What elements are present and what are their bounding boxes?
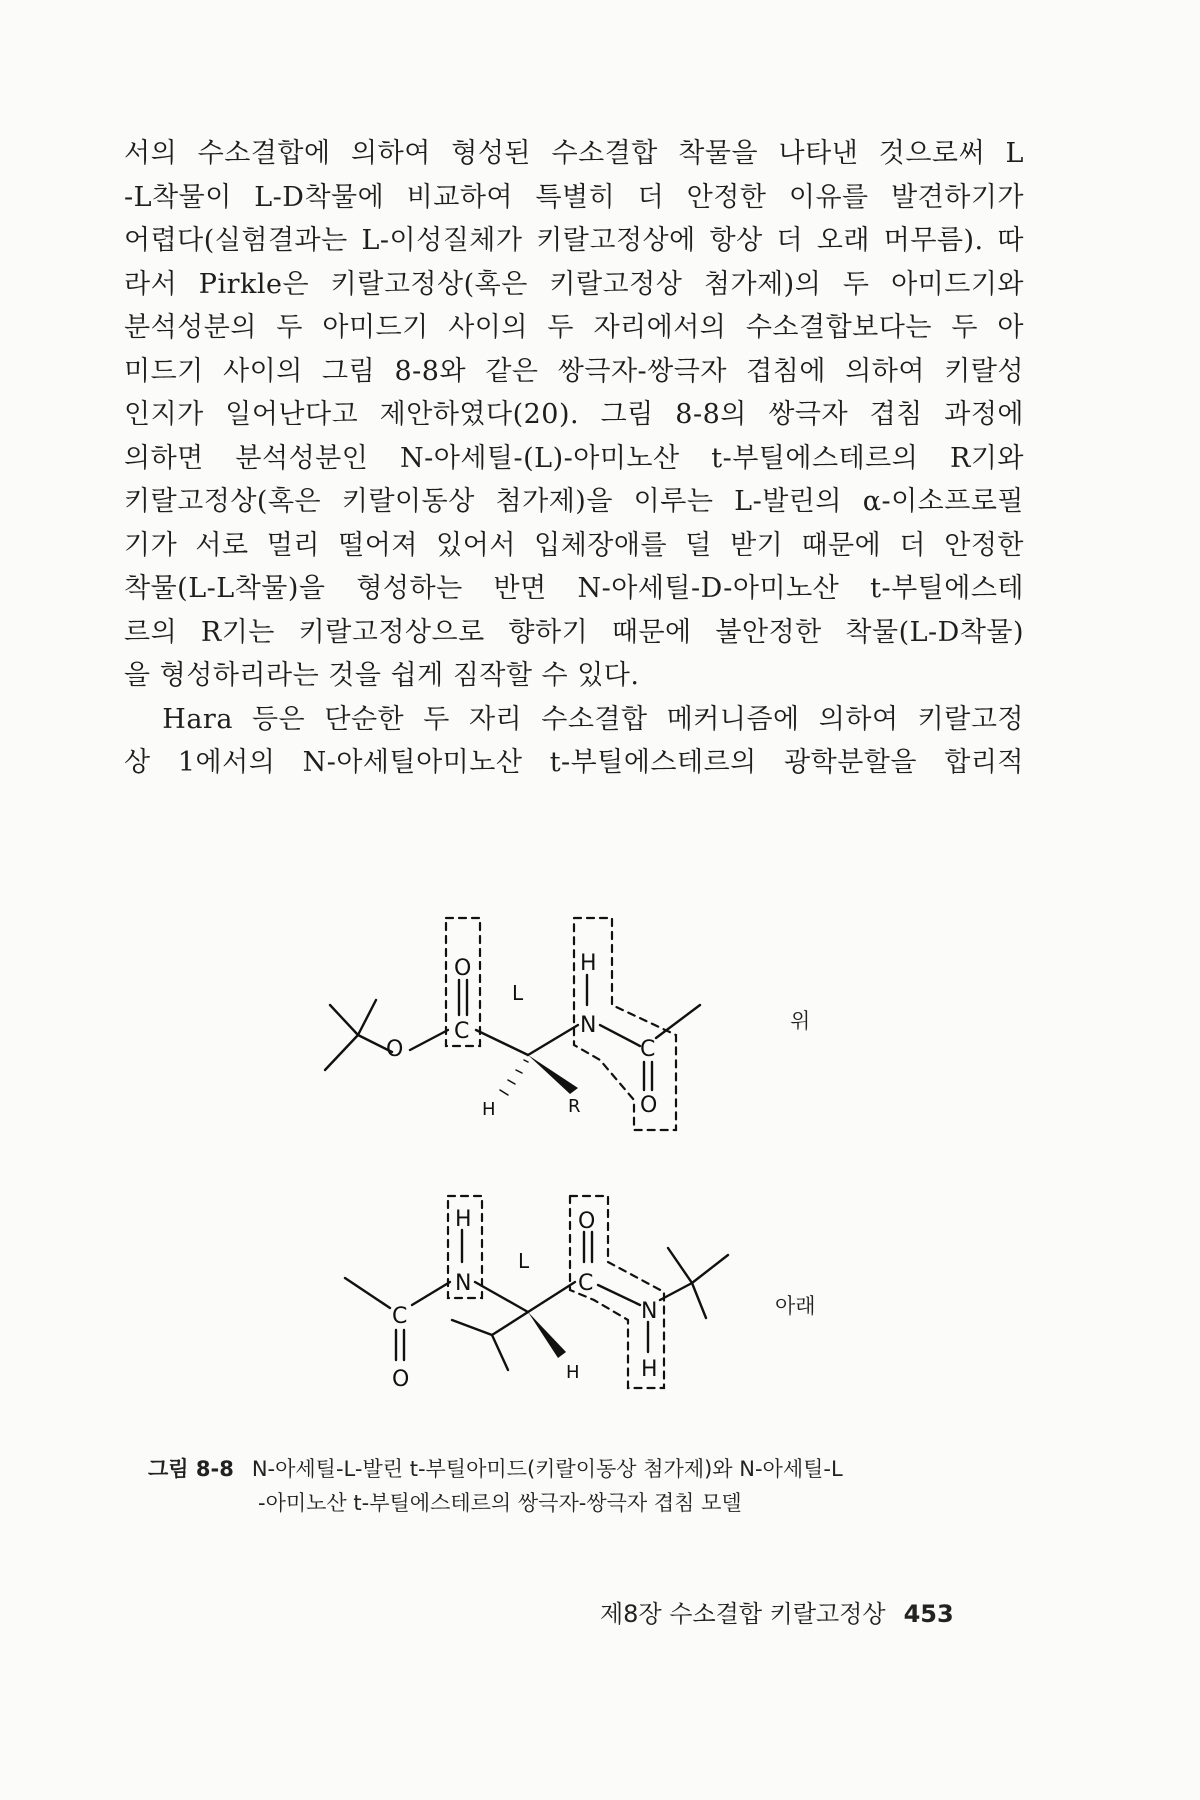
atom-r-top: R	[568, 1096, 581, 1117]
text-line: 미드기 사이의 그림 8-8와 같은 쌍극자-쌍극자 겹침에 의하여 키랄성	[124, 355, 1024, 387]
text-line: 서의 수소결합에 의하여 형성된 수소결합 착물을 나타낸 것으로써 L	[124, 138, 1024, 169]
body-text	[124, 132, 1024, 785]
text-line: 인지가 일어난다고 제안하였다(20). 그림 8-8의 쌍극자 겹침 과정에	[124, 399, 1024, 430]
atom-n-top: N	[580, 1013, 597, 1038]
atom-h-top-nh: H	[580, 951, 597, 976]
text-line: 어렵다(실험결과는 L-이성질체가 키랄고정상에 항상 더 오래 머무름). 따	[124, 225, 1024, 256]
atom-h-top-alpha: H	[482, 1099, 496, 1120]
page-footer	[600, 1594, 1020, 1629]
atom-h-bottom-alpha: H	[566, 1362, 580, 1383]
text-line: 분석성분의 두 아미드기 사이의 두 자리에서의 수소결합보다는 두 아	[124, 312, 1024, 343]
atom-o-top-ester: O	[386, 1037, 404, 1062]
chapter-title: 제8장 수소결합 키랄고정상	[600, 1600, 886, 1628]
figure-caption	[148, 1452, 1048, 1520]
text-line: 기가 서로 멀리 떨어져 있어서 입체장애를 덜 받기 때문에 더 안정한	[124, 529, 1024, 561]
atom-o-top-acetyl: O	[640, 1093, 658, 1118]
atom-c-bottom-acetyl: C	[392, 1304, 408, 1329]
text-line: 상 1에서의 N-아세틸아미노산 t-부틸에스테르의 광학분할을 합리적	[124, 747, 1024, 778]
atom-c-top-carbonyl: C	[454, 1019, 470, 1044]
text-line: 르의 R기는 키랄고정상으로 향하기 때문에 불안정한 착물(L-D착물)	[124, 616, 1025, 648]
figure-label-bottom: 아래	[775, 1294, 816, 1318]
atom-o-bottom-carbonyl: O	[578, 1209, 596, 1234]
text-line: 키랄고정상(혹은 키랄이동상 첨가제)을 이루는 L-발린의 α-이소프로필	[124, 486, 1024, 517]
text-line: 착물(L-L착물)을 형성하는 반면 N-아세틸-D-아미노산 t-부틸에스테	[124, 573, 1024, 604]
caption-number: 그림 8-8	[148, 1457, 234, 1481]
text-line: Hara 등은 단순한 두 자리 수소결합 메커니즘에 의하여 키랄고정	[124, 703, 1024, 735]
text-line: 을 형성하리라는 것을 쉽게 짐작할 수 있다.	[124, 660, 640, 691]
atom-n-bottom-amide: N	[641, 1299, 658, 1324]
figure-label-top: 위	[790, 1009, 811, 1033]
atom-c-bottom-carbonyl: C	[578, 1271, 594, 1296]
atom-h-bottom-amide: H	[641, 1357, 658, 1382]
atom-n-bottom: N	[455, 1271, 472, 1296]
atom-o-bottom-acetyl: O	[392, 1367, 410, 1392]
text-line: 의하면 분석성분인 N-아세틸-(L)-아미노산 t-부틸에스테르의 R기와	[124, 442, 1024, 474]
dipole-stacking-figure	[0, 900, 1200, 1460]
caption-line-2: -아미노산 t-부틸에스테르의 쌍극자-쌍극자 겹침 모델	[258, 1491, 742, 1515]
atom-o-top-carbonyl: O	[454, 956, 472, 981]
atom-l-top: L	[512, 981, 524, 1005]
caption-line-1: N-아세틸-L-발린 t-부틸아미드(키랄이동상 첨가제)와 N-아세틸-L	[251, 1457, 843, 1481]
text-line: 라서 Pirkle은 키랄고정상(혹은 키랄고정상 첨가제)의 두 아미드기와	[124, 268, 1024, 300]
atom-c-top-acetyl: C	[640, 1037, 656, 1062]
atom-h-bottom-nh: H	[455, 1207, 472, 1232]
text-line: -L착물이 L-D착물에 비교하여 특별히 더 안정한 이유를 발견하기가	[124, 181, 1024, 213]
atom-l-bottom: L	[518, 1249, 530, 1273]
page-number: 453	[903, 1600, 954, 1628]
